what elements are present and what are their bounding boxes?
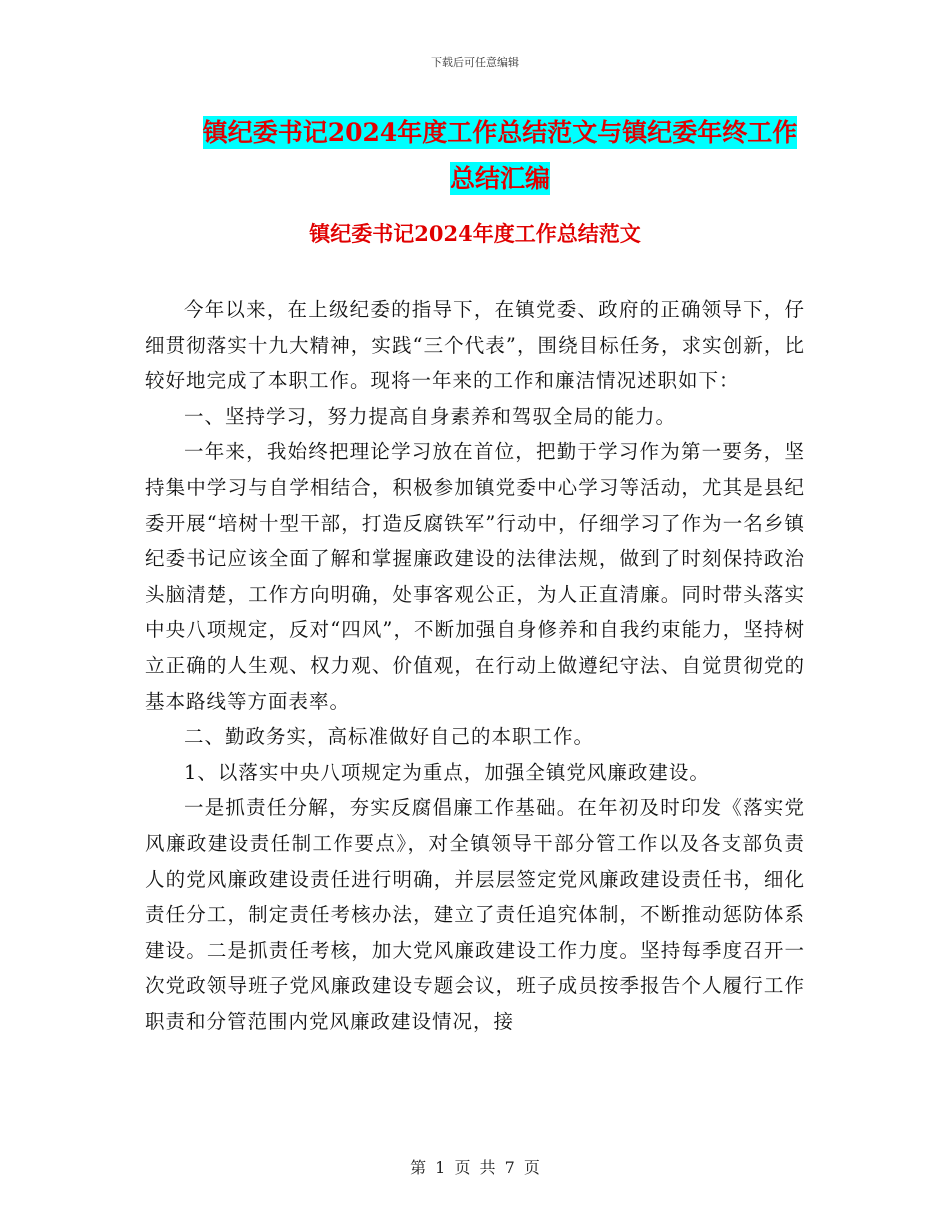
paragraph-intro: 今年以来，在上级纪委的指导下，在镇党委、政府的正确领导下，仔细贯彻落实十九大精神，实践“三个代表”，围绕目标任务，求实创新，比较好地完成了本职工作。现将一年来的工作和廉洁情况述职如下： — [145, 298, 805, 393]
document-title-line2: 总结汇编 — [449, 164, 550, 193]
heading-part-two: 二、勤政务实，高标准做好自己的本职工作。 — [184, 725, 595, 749]
heading-part-one: 一、坚持学习，努力提高自身素养和驾驭全局的能力。 — [184, 404, 677, 428]
paragraph-study: 一年来，我始终把理论学习放在首位，把勤于学习作为第一要务，坚持集中学习与自学相结合，积极参加镇党委中心学习等活动，尤其是县纪委开展“培树十型干部，打造反腐铁军”行动中，仔细学习了作为一名乡镇纪委书记应该全面了解和掌握廉政建设的法律法规，做到了时刻保持政治头脑清楚，工作方向明确，处事客观公正，为人正直清廉。同时带头落实中央八项规定，反对“四风”，不断加强自身修养和自我约束能力，坚持树立正确的人生观、权力观、价值观，在行动上做遵纪守法、自觉贯彻党的基本路线等方面表率。 — [145, 440, 805, 713]
paragraph-responsibility: 一是抓责任分解，夯实反腐倡廉工作基础。在年初及时印发《落实党风廉政建设责任制工作要点》，对全镇领导干部分管工作以及各支部负责人的党风廉政建设责任进行明确，并层层签定党风廉政建设责任书，细化责任分工，制定责任考核办法，建立了责任追究体制，不断推动惩防体系建设。二是抓责任考核，加大党风廉政建设工作力度。坚持每季度召开一次党政领导班子党风廉政建设专题会议，班子成员按季报告个人履行工作职责和分管范围内党风廉政建设情况，接 — [145, 796, 805, 1033]
document-title-line1: 镇纪委书记2024年度工作总结范文与镇纪委年终工作 — [202, 118, 798, 147]
document-title — [150, 110, 850, 202]
subheading-item-one: 1、以落实中央八项规定为重点，加强全镇党风廉政建设。 — [184, 760, 710, 784]
document-body — [145, 292, 805, 1039]
section-title: 镇纪委书记2024年度工作总结范文 — [309, 221, 641, 246]
header-note: 下载后可任意编辑 — [431, 56, 519, 69]
page-number: 第 1 页 共 7 页 — [410, 1158, 540, 1177]
